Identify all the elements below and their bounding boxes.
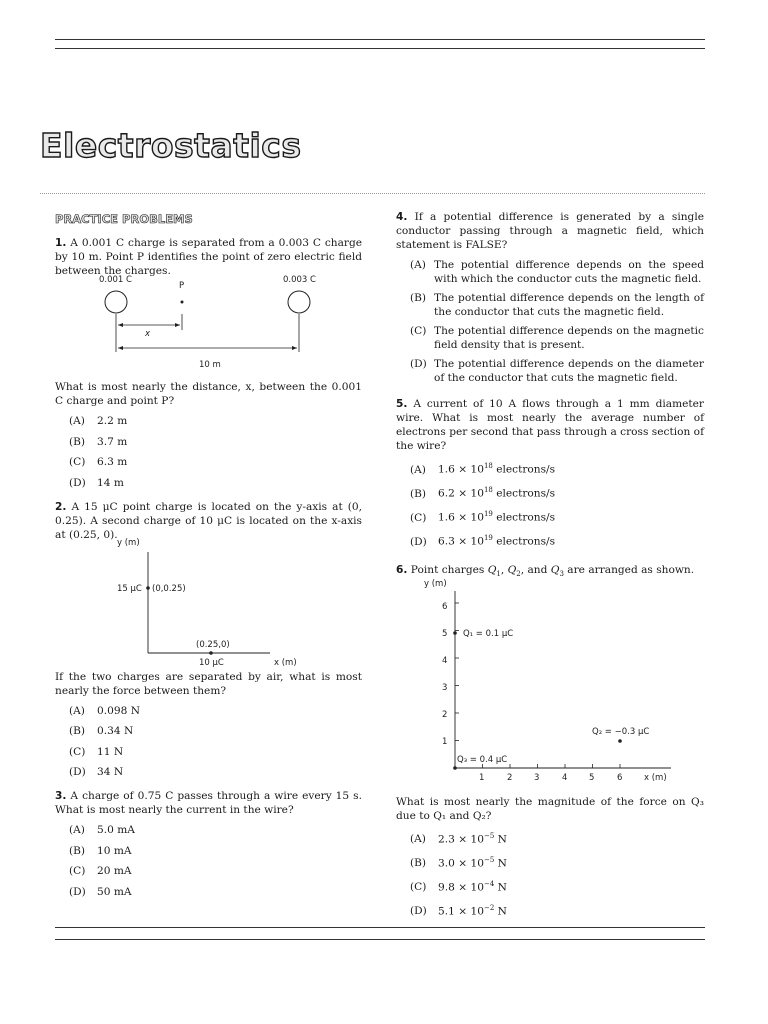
option-mantissa: 9.8 × 10 [438, 881, 484, 894]
question-1-text [55, 236, 362, 278]
option-letter: (A) [410, 463, 426, 476]
x-tick-label: 2 [507, 772, 513, 783]
option-letter: (D) [69, 766, 86, 778]
option-text: 0.098 N [97, 704, 140, 717]
option-text: 34 N [97, 766, 124, 778]
option-letter: (A) [410, 259, 426, 271]
option-letter: (C) [410, 511, 427, 524]
question-number: 2. [55, 500, 67, 513]
y-tick-label: 3 [442, 682, 448, 693]
answer-option[interactable] [69, 455, 362, 469]
question-6-prompt: What is most nearly the magnitude of the force on Q₃ due to Q₁ and Q₂? [396, 795, 704, 822]
option-exponent: 19 [483, 534, 493, 543]
left-charge-circle [105, 291, 127, 313]
q1-dot [453, 631, 457, 635]
option-letter: (B) [410, 292, 427, 304]
question-1-stem: A 0.001 C charge is separated from a 0.003 C charge by 10 m. Point P identifies the point of zero electric field between the charges. [55, 237, 363, 277]
question-3-options [55, 823, 362, 899]
question-number: 1. [55, 237, 67, 249]
distance-label: 10 m [199, 360, 221, 370]
x-tick-label: 6 [617, 772, 623, 783]
option-letter: (D) [410, 535, 427, 548]
answer-option[interactable] [69, 844, 362, 858]
q2-symbol: Q [507, 563, 517, 576]
answer-option[interactable] [69, 823, 362, 837]
option-mantissa: 5.1 × 10 [438, 905, 484, 918]
q1-subscript: 1 [496, 569, 501, 578]
coord2-label: (0.25,0) [196, 639, 230, 650]
question-4-options [396, 258, 704, 385]
question-5 [396, 397, 704, 549]
left-charge-label: 0.001 C [99, 275, 132, 285]
option-letter: (A) [410, 833, 426, 846]
question-5-stem: A current of 10 A flows through a 1 mm diameter wire. What is most nearly the average number of electrons per second that pass through a cross section of the wire? [396, 398, 704, 452]
option-text: The potential difference depends on the magnetic field density that is present. [434, 325, 704, 351]
option-exponent: −2 [483, 903, 495, 912]
answer-option[interactable] [410, 531, 704, 549]
question-number: 5. [396, 398, 408, 410]
question-3 [55, 789, 362, 899]
question-1 [55, 236, 362, 490]
question-2-text [55, 500, 362, 542]
option-unit: N [494, 905, 507, 918]
answer-option[interactable] [410, 877, 704, 895]
answer-option[interactable] [69, 476, 362, 490]
option-mantissa: 6.3 × 10 [438, 535, 484, 548]
y-tick-label: 5 [442, 628, 448, 639]
point-p-label: P [179, 281, 185, 291]
option-mantissa: 2.3 × 10 [438, 833, 484, 846]
x-axis-label: x (m) [644, 772, 667, 783]
x-tick-label: 3 [534, 772, 540, 783]
option-letter: (D) [410, 358, 427, 370]
charge2-label: 10 μC [199, 657, 224, 668]
y-tick-label: 1 [442, 736, 448, 747]
option-unit: electrons/s [492, 487, 556, 500]
answer-option[interactable] [69, 414, 362, 428]
q6-figure [396, 578, 704, 795]
option-text: 5.0 mA [97, 824, 135, 836]
option-letter: (A) [69, 824, 85, 836]
x-label: x [145, 329, 151, 339]
option-text: 6.3 m [97, 456, 128, 468]
option-letter: (A) [69, 704, 85, 717]
option-letter: (B) [410, 857, 427, 870]
option-exponent: −5 [483, 831, 495, 840]
section-heading: PRACTICE PROBLEMS [55, 212, 193, 226]
right-column [396, 210, 704, 925]
option-letter: (C) [69, 745, 86, 758]
option-mantissa: 6.2 × 10 [438, 487, 484, 500]
answer-option[interactable] [410, 483, 704, 501]
option-letter: (D) [410, 905, 427, 918]
header-rule-top [55, 39, 705, 40]
option-letter: (B) [69, 725, 86, 737]
option-letter: (B) [69, 435, 86, 448]
separator: , [500, 563, 508, 576]
question-4-stem: If a potential difference is generated by a single conductor passing through a magnetic field, which statement is FALSE? [396, 211, 704, 251]
answer-option[interactable] [410, 459, 704, 477]
answer-option[interactable] [69, 435, 362, 449]
question-2-stem: A 15 μC point charge is located on the y-axis at (0, 0.25). A second charge of 10 μC is located on the x-axis at (0.25, 0). [55, 500, 362, 541]
arrowhead-icon [292, 346, 297, 350]
question-5-options [396, 459, 704, 549]
option-exponent: 19 [483, 510, 493, 519]
question-2-options [55, 704, 362, 780]
answer-option[interactable] [69, 765, 362, 779]
option-text: The potential difference depends on the diameter of the conductor that cuts the magnetic field. [434, 358, 704, 384]
answer-option[interactable] [410, 829, 704, 847]
right-charge-label: 0.003 C [283, 275, 316, 285]
title-divider [40, 193, 705, 194]
option-text: 0.34 N [97, 725, 134, 737]
answer-option[interactable] [410, 507, 704, 525]
option-letter: (C) [410, 881, 427, 894]
q3-label: Q₃ = 0.4 μC [457, 754, 508, 765]
option-text: 50 mA [97, 885, 132, 898]
arrowhead-icon [118, 346, 123, 350]
option-text: 10 mA [97, 844, 132, 857]
answer-option[interactable] [410, 901, 704, 919]
question-2 [55, 500, 362, 780]
question-number: 3. [55, 790, 67, 802]
option-unit: N [494, 857, 507, 870]
question-3-text [55, 789, 362, 817]
option-mantissa: 1.6 × 10 [438, 463, 484, 476]
q2-dot [618, 739, 622, 743]
footer-rule-bottom [55, 939, 705, 940]
q1-figure [55, 275, 362, 380]
q2-label: Q₂ = −0.3 μC [592, 726, 650, 737]
option-exponent: 18 [483, 462, 493, 470]
option-text: 3.7 m [97, 435, 128, 448]
charge1-label: 15 μC [117, 583, 142, 594]
question-6-options [396, 829, 704, 919]
y-tick-label: 2 [442, 709, 448, 720]
y-axis-label: y (m) [117, 537, 140, 548]
y-tick-label: 6 [442, 601, 448, 612]
separator: , and [520, 563, 551, 576]
option-text: 2.2 m [97, 415, 128, 427]
arrowhead-icon [175, 323, 180, 327]
option-mantissa: 3.0 × 10 [438, 857, 484, 870]
option-mantissa: 1.6 × 10 [438, 511, 484, 524]
q2-subscript: 2 [516, 569, 521, 578]
answer-option[interactable] [69, 704, 362, 718]
x-tick-label: 5 [589, 772, 595, 783]
x-tick-label: 4 [562, 772, 568, 783]
answer-option[interactable] [69, 724, 362, 738]
option-letter: (A) [69, 415, 85, 427]
question-number: 6. [396, 563, 408, 576]
option-letter: (D) [69, 476, 86, 489]
question-1-options [55, 414, 362, 490]
option-exponent: −4 [483, 879, 495, 888]
option-exponent: 18 [483, 486, 493, 495]
option-text: The potential difference depends on the speed with which the conductor cuts the magnetic field. [434, 259, 704, 285]
charge1-dot [146, 586, 150, 590]
coord1-label: (0,0.25) [152, 583, 186, 594]
answer-option[interactable] [410, 357, 704, 385]
question-6 [396, 563, 704, 919]
option-letter: (B) [69, 844, 86, 857]
left-column [55, 210, 362, 905]
footer-rule-top [55, 927, 705, 928]
option-text: The potential difference depends on the length of the conductor that cuts the magnetic field. [434, 292, 704, 318]
y-axis-label: y (m) [424, 578, 447, 589]
option-letter: (C) [69, 456, 86, 468]
option-letter: (C) [410, 325, 427, 337]
question-6-stem-post: are arranged as shown. [563, 563, 695, 576]
option-letter: (D) [69, 885, 86, 898]
q2-figure [55, 537, 362, 670]
option-unit: electrons/s [492, 535, 556, 548]
q3-subscript: 3 [559, 569, 564, 578]
chapter-title: Electrostatics [40, 126, 302, 165]
q1-label: Q₁ = 0.1 μC [463, 628, 514, 639]
x-tick-label: 1 [479, 772, 485, 783]
option-text: 14 m [97, 476, 124, 489]
option-letter: (B) [410, 487, 427, 500]
right-charge-circle [288, 291, 310, 313]
answer-option[interactable] [69, 885, 362, 899]
option-text: 11 N [97, 745, 124, 758]
header-rule-bottom [55, 48, 705, 49]
question-1-prompt: What is most nearly the distance, x, between the 0.001 C charge and point P? [55, 381, 362, 407]
option-unit: electrons/s [492, 463, 556, 476]
answer-option[interactable] [69, 864, 362, 878]
answer-option[interactable] [410, 291, 704, 319]
q1-symbol: Q [487, 563, 497, 576]
option-text: 20 mA [97, 865, 132, 877]
arrowhead-icon [118, 323, 123, 327]
question-3-stem: A charge of 0.75 C passes through a wire every 15 s. What is most nearly the current in the wire? [55, 790, 362, 816]
question-6-stem-pre: Point charges [410, 563, 488, 576]
question-number: 4. [396, 211, 408, 223]
y-tick-label: 4 [442, 655, 448, 666]
question-4-text [396, 210, 704, 252]
question-5-text [396, 397, 704, 453]
option-exponent: −5 [483, 855, 495, 864]
question-4 [396, 210, 704, 385]
x-axis-label: x (m) [274, 657, 297, 668]
answer-option[interactable] [69, 745, 362, 759]
option-unit: electrons/s [492, 511, 556, 524]
option-unit: N [494, 881, 507, 894]
answer-option[interactable] [410, 324, 704, 352]
point-p-dot [181, 301, 184, 304]
option-unit: N [494, 833, 507, 846]
answer-option[interactable] [410, 258, 704, 286]
question-2-prompt: If the two charges are separated by air, what is most nearly the force between them? [55, 670, 362, 697]
q3-symbol: Q [550, 563, 560, 576]
answer-option[interactable] [410, 853, 704, 871]
option-letter: (C) [69, 865, 86, 877]
